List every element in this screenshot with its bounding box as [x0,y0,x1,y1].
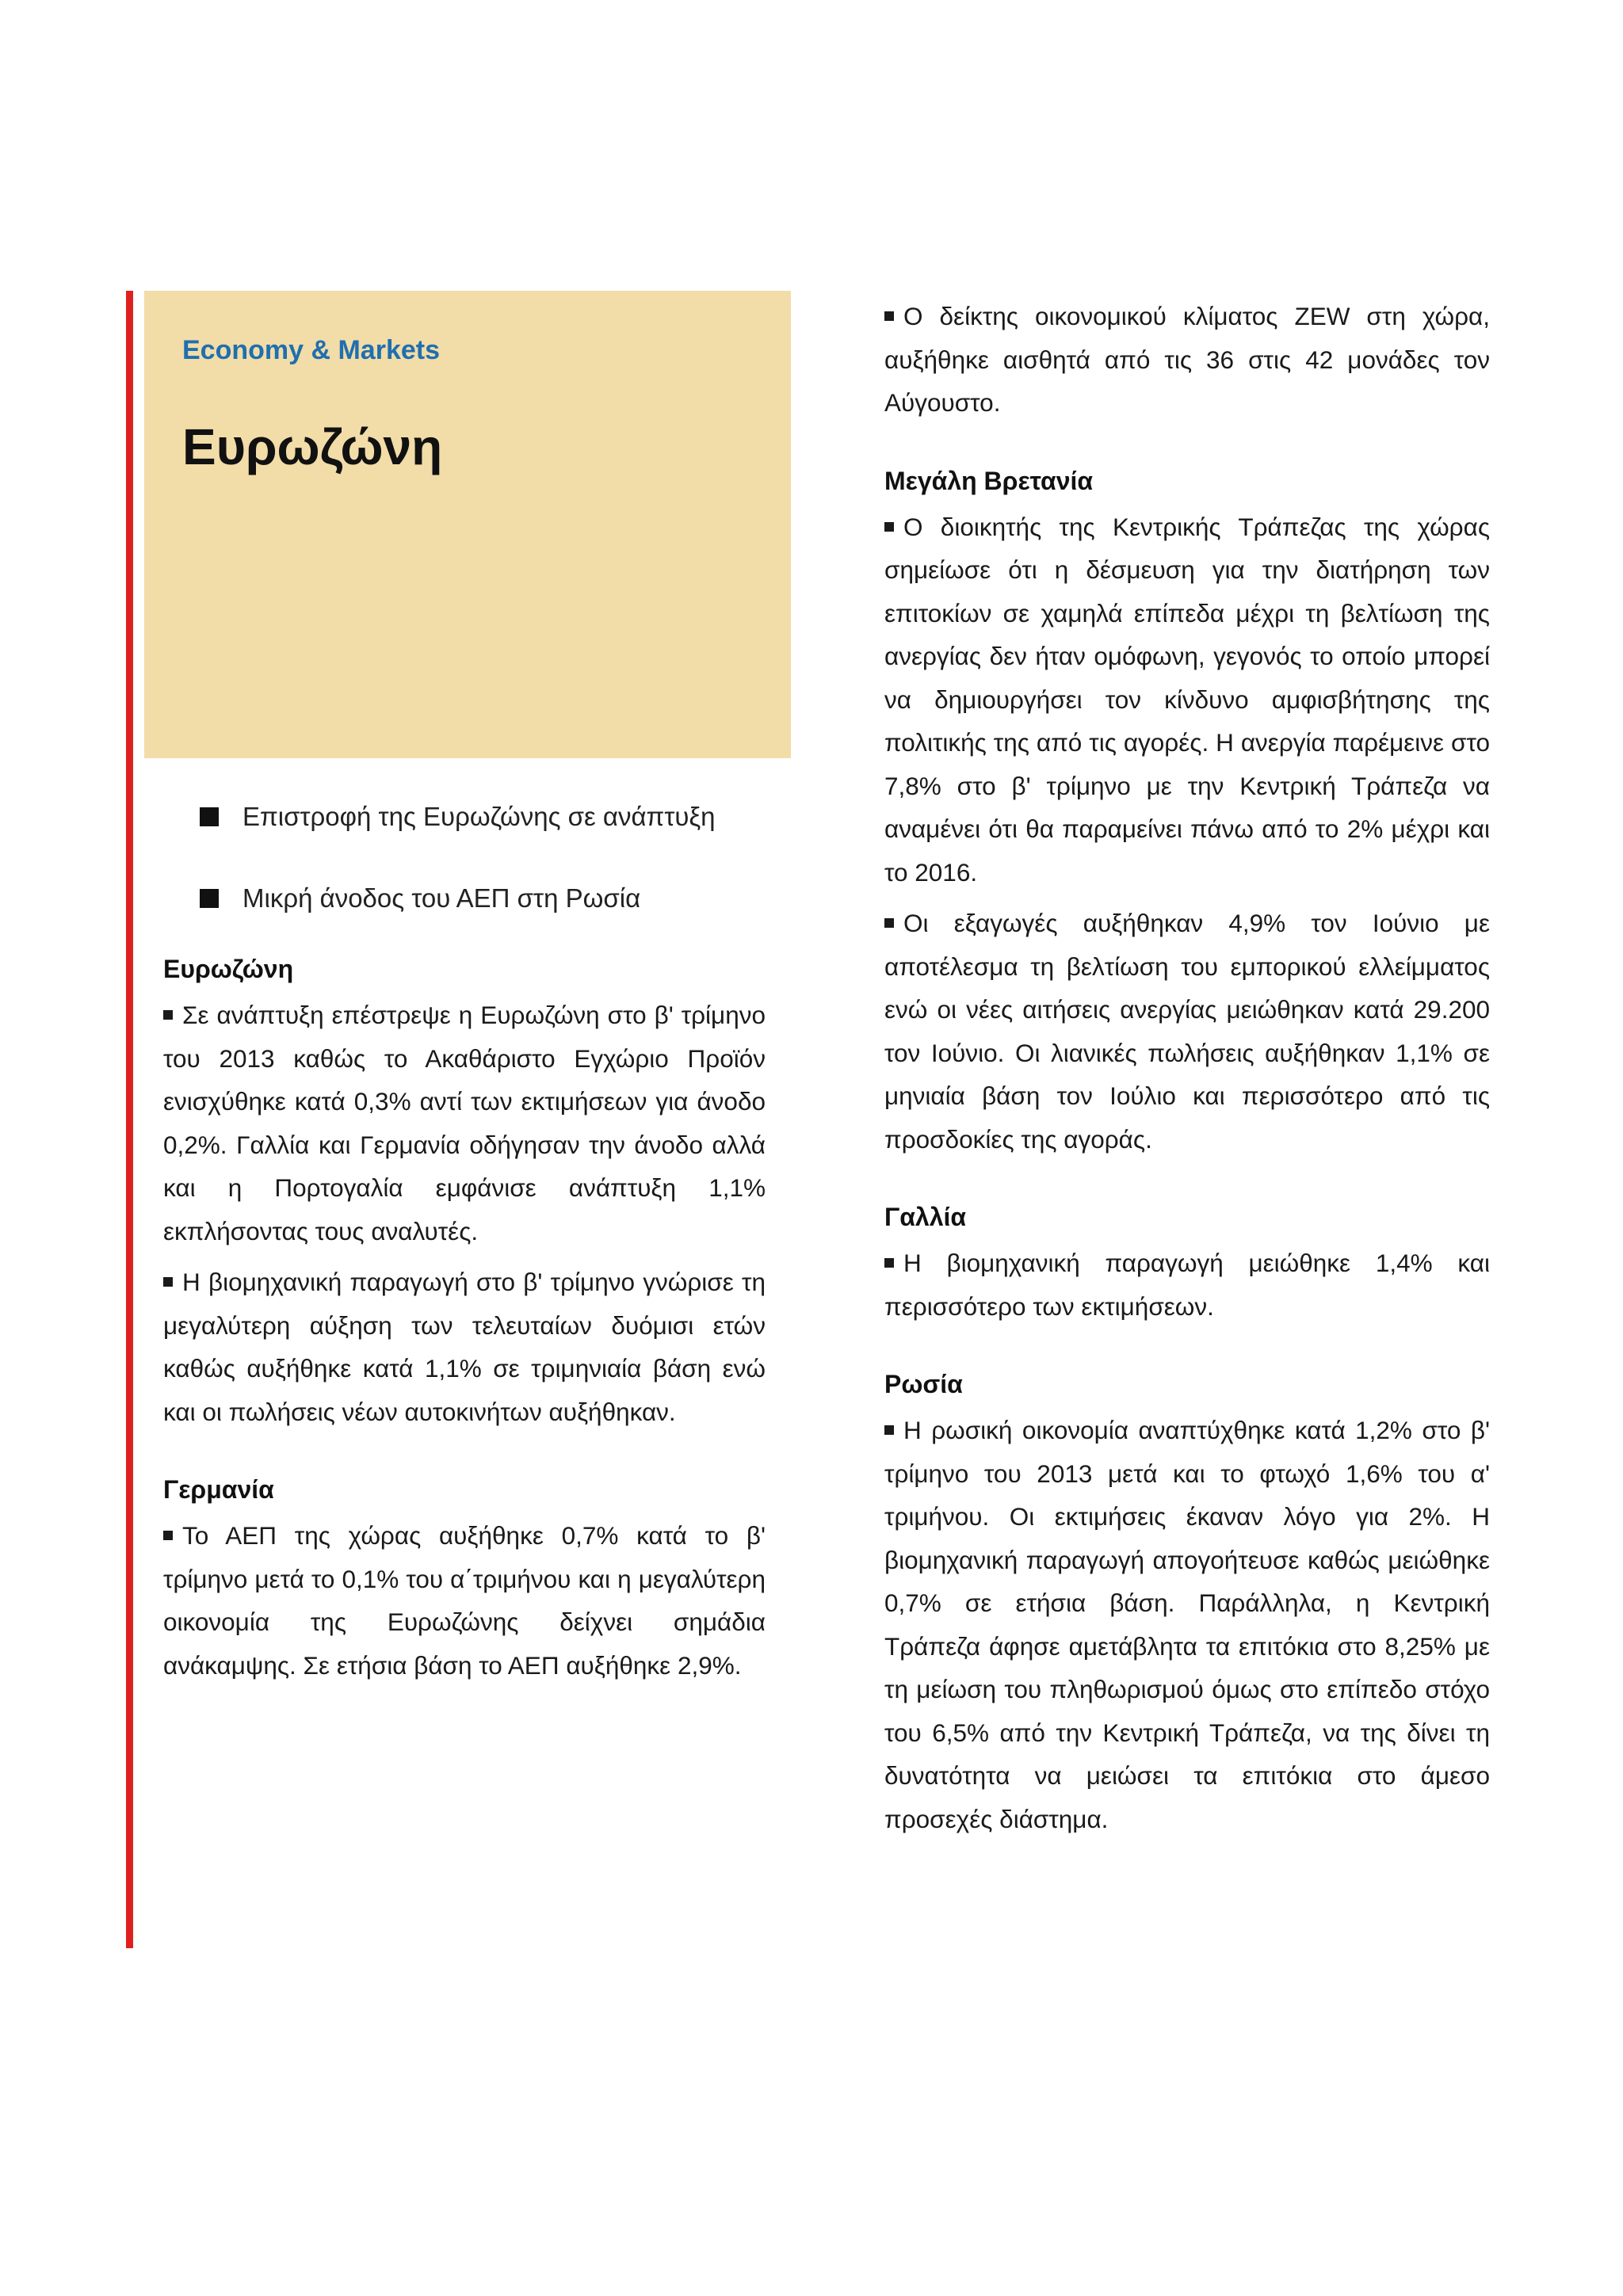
paragraph [884,295,1490,425]
right-column [884,295,1490,1848]
paragraph-text: Η ρωσική οικονομία αναπτύχθηκε κατά 1,2% στο β' τρίμηνο του 2013 μετά και το φτωχό 1,6% του α' τριμήνου. Οι εκτιμήσεις έκαναν λόγο για 2%. Η βιομηχανική παραγωγή απογοήτευσε καθώς μειώθηκε 0,7% σε ετήσια βάση. Παράλληλα, η Κεντρική Τράπεζα άφησε αμετάβλητα τα επιτόκια στο 8,25% με τη μείωση του πληθωρισμού όμως στο επίπεδο στόχο του 6,5% από την Κεντρική Τράπεζα, να της δίνει τη δυνατότητα να μειώσει τα επιτόκια στο άμεσο προσεχές διάστημα. [884,1416,1490,1833]
paragraph-text: Το ΑΕΠ της χώρας αυξήθηκε 0,7% κατά το β' τρίμηνο μετά το 0,1% του α΄τριμήνου και η μεγαλύτερη οικονομία της Ευρωζώνης δείχνει σημάδια ανάκαμψης. Σε ετήσια βάση το ΑΕΠ αυξήθηκε 2,9%. [163,1521,766,1680]
paragraph-text: Η βιομηχανική παραγωγή στο β' τρίμηνο γνώρισε τη μεγαλύτερη αύξηση των τελευταίων δυόμισι ετών καθώς αυξήθηκε κατά 1,1% σε τριμηνιαία βάση ενώ και οι πωλήσεις νέων αυτοκινήτων αυξήθηκαν. [163,1268,766,1426]
paragraph [884,1409,1490,1840]
paragraph [163,994,766,1253]
page-title: Ευρωζώνη [182,418,443,475]
section-heading-uk: Μεγάλη Βρετανία [884,466,1094,495]
section-label: Economy & Markets [182,335,440,365]
section-heading-russia: Ρωσία [884,1370,963,1398]
bullet-icon [884,522,894,532]
section-heading-eurozone: Ευρωζώνη [163,955,294,983]
bullet-icon [163,1531,173,1540]
bullet-icon [884,918,894,928]
square-bullet-icon [200,889,219,908]
bullet-icon [884,1258,894,1268]
paragraph [884,902,1490,1161]
accent-rule [126,291,133,1948]
header-panel [144,291,791,758]
square-bullet-icon [200,807,219,826]
bullet-icon [163,1277,173,1287]
section-heading-france: Γαλλία [884,1203,967,1231]
paragraph-text: Ο διοικητής της Κεντρικής Τράπεζας της χώρας σημείωσε ότι η δέσμευση για την διατήρηση των επιτοκίων σε χαμηλά επίπεδα μέχρι τη βελτίωση της ανεργίας δεν ήταν ομόφωνη, γεγονός το οποίο μπορεί να δημιουργήσει τον κίνδυνο αμφισβήτησης της πολιτικής της από τις αγορές. Η ανεργία παρέμεινε στο 7,8% στο β' τρίμηνο με την Κεντρική Τράπεζα να αναμένει ότι θα παραμείνει πάνω από το 2% μέχρι και το 2016. [884,512,1490,887]
bullet-icon [163,1010,173,1020]
highlight-item [200,797,716,837]
bullet-icon [884,311,894,321]
paragraph-text: Η βιομηχανική παραγωγή μειώθηκε 1,4% και περισσότερο των εκτιμήσεων. [884,1249,1490,1321]
paragraph [163,1514,766,1687]
paragraph [163,1261,766,1433]
bullet-icon [884,1425,894,1435]
paragraph-text: Ο δείκτης οικονομικού κλίματος ZEW στη χώρα, αυξήθηκε αισθητά από τις 36 στις 42 μονάδες τον Αύγουστο. [884,302,1490,417]
highlight-item [200,879,640,918]
paragraph [884,1241,1490,1328]
paragraph [884,505,1490,894]
section-heading-germany: Γερμανία [163,1475,274,1504]
paragraph-text: Οι εξαγωγές αυξήθηκαν 4,9% τον Ιούνιο με αποτέλεσμα τη βελτίωση του εμπορικού ελλείμματος ενώ οι νέες αιτήσεις ανεργίας μειώθηκαν κατά 29.200 τον Ιούνιο. Οι λιανικές πωλήσεις αυξήθηκαν 1,1% σε μηνιαία βάση τον Ιούλιο και περισσότερο από τις προσδοκίες της αγοράς. [884,909,1490,1154]
paragraph-text: Σε ανάπτυξη επέστρεψε η Ευρωζώνη στο β' τρίμηνο του 2013 καθώς το Ακαθάριστο Εγχώριο Προϊόν ενισχύθηκε κατά 0,3% αντί των εκτιμήσεων για άνοδο 0,2%. Γαλλία και Γερμανία οδήγησαν την άνοδο αλλά και η Πορτογαλία εμφάνισε ανάπτυξη 1,1% εκπλήσοντας τους αναλυτές. [163,1001,766,1245]
highlight-text: Επιστροφή της Ευρωζώνης σε ανάπτυξη [242,802,716,831]
left-column [163,951,766,1695]
highlight-text: Μικρή άνοδος του ΑΕΠ στη Ρωσία [242,883,641,913]
